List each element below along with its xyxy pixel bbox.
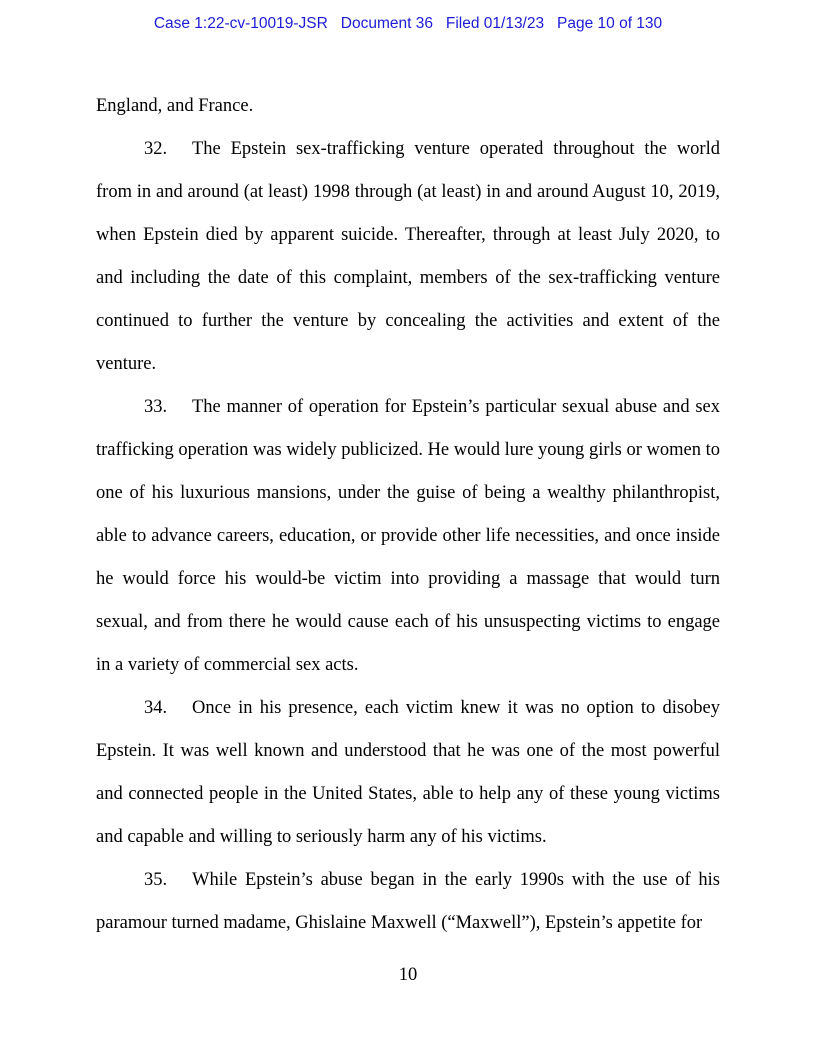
paragraph-34 bbox=[96, 687, 720, 859]
paragraph-number: 35. bbox=[144, 870, 168, 890]
continuation-text: England, and France. bbox=[96, 96, 254, 116]
paragraph-32 bbox=[96, 128, 720, 386]
paragraph-text: While Epstein’s abuse began in the early 1990s with the use of his paramour turned madame, Ghislaine Maxwell (“Maxwell”), Epstein’s appetite for bbox=[96, 870, 720, 933]
paragraph-text: Once in his presence, each victim knew it was no option to disobey Epstein. It was well known and understood that he was one of the most powerful and connected people in the United States, able to help any of these young victims and capable and willing to seriously harm any of his victims. bbox=[96, 698, 720, 847]
paragraph-text: The Epstein sex-trafficking venture operated throughout the world from in and around (at least) 1998 through (at least) in and around August 10, 2019, when Epstein died by apparent suicide. Thereafter, through at least July 2020, to and including the date of this complaint, members of the sex-trafficking venture continued to further the venture by concealing the activities and extent of the venture. bbox=[96, 139, 720, 374]
paragraph-number: 33. bbox=[144, 397, 168, 417]
page-number: 10 bbox=[398, 965, 418, 985]
paragraph-text: The manner of operation for Epstein’s particular sexual abuse and sex trafficking operation was widely publicized. He would lure young girls or women to one of his luxurious mansions, under the guise of being a wealthy philanthropist, able to advance careers, education, or provide other life necessities, and once inside he would force his would-be victim into providing a massage that would turn sexual, and from there he would cause each of his unsuspecting victims to engage in a variety of commercial sex acts. bbox=[96, 397, 720, 675]
paragraph-33 bbox=[96, 386, 720, 687]
paragraph-number: 32. bbox=[144, 139, 168, 159]
paragraph-35 bbox=[96, 859, 720, 945]
paragraph-number: 34. bbox=[144, 698, 168, 718]
document-body bbox=[96, 85, 720, 945]
case-header: Case 1:22-cv-10019-JSR Document 36 Filed 01/13/23 Page 10 of 130 bbox=[153, 15, 663, 32]
